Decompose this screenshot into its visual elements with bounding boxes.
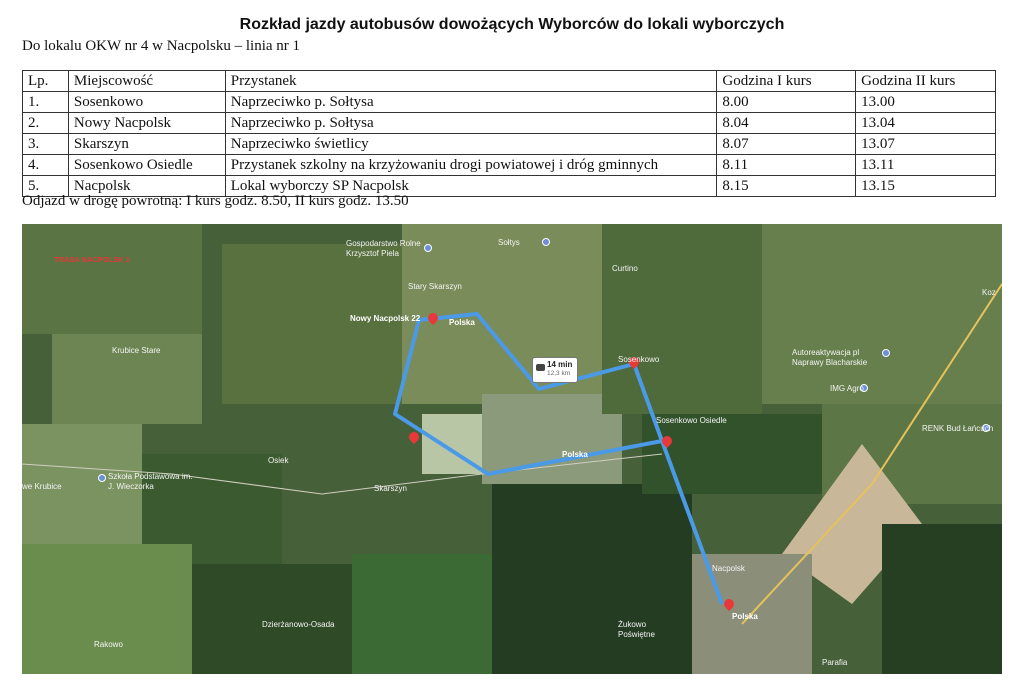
- cell-lp: 3.: [23, 134, 69, 155]
- label-polska-2: Polska: [562, 450, 588, 459]
- cell-przystanek: Naprzeciwko p. Sołtysa: [225, 113, 717, 134]
- cell-miejscowosc: Nowy Nacpolsk: [68, 113, 225, 134]
- cell-godzina-2: 13.00: [856, 92, 996, 113]
- return-note: Odjazd w drogę powrotną: I kurs godz. 8.50, II kurs godz. 13.50: [22, 193, 409, 209]
- cell-godzina-1: 8.04: [717, 113, 856, 134]
- label-gospodarstwo: Gospodarstwo Rolne Krzysztof Piela: [346, 239, 421, 258]
- label-rakowo: Rakowo: [94, 640, 123, 649]
- cell-lp: 4.: [23, 155, 69, 176]
- label-renk: RENK Bud Łańcuch: [922, 424, 994, 433]
- label-krubice-stare: Krubice Stare: [112, 346, 161, 355]
- route-map: [22, 224, 1002, 674]
- label-img-agro: IMG Agro: [830, 384, 864, 393]
- cell-przystanek: Naprzeciwko p. Sołtysa: [225, 92, 717, 113]
- header-miejscowosc: Miejscowość: [68, 71, 225, 92]
- label-curtino: Curtino: [612, 264, 638, 273]
- table-row: [23, 113, 996, 134]
- table-header-row: [23, 71, 996, 92]
- cell-miejscowosc: Skarszyn: [68, 134, 225, 155]
- route-time-badge: [532, 357, 578, 383]
- place-marker: [98, 474, 106, 482]
- header-lp: Lp.: [23, 71, 69, 92]
- label-krubice: we Krubice: [22, 482, 62, 491]
- label-skarszyn: Skarszyn: [374, 484, 407, 493]
- car-icon: [536, 364, 545, 371]
- label-sosenkowo-osiedle: Sosenkowo Osiedle: [656, 416, 727, 425]
- label-sosenkowo: Sosenkowo: [618, 355, 660, 364]
- header-godzina-1: Godzina I kurs: [717, 71, 856, 92]
- cell-miejscowosc: Nacpolsk: [68, 176, 225, 197]
- label-polska-1: Polska: [449, 318, 475, 327]
- cell-godzina-2: 13.04: [856, 113, 996, 134]
- cell-przystanek: Naprzeciwko świetlicy: [225, 134, 717, 155]
- label-zukowo: Żukowo Poświętne: [618, 620, 655, 639]
- label-stary-skarszyn: Stary Skarszyn: [408, 282, 462, 291]
- label-autoreaktywacja: Autoreaktywacja pl Naprawy Blacharskie: [792, 348, 868, 367]
- page-title: Rozkład jazdy autobusów dowożących Wyborców do lokali wyborczych: [239, 16, 785, 33]
- page-subtitle: Do lokalu OKW nr 4 w Nacpolsku – linia nr 1: [22, 38, 301, 54]
- label-nacpolsk: Nacpolsk: [712, 564, 745, 573]
- label-osiek: Osiek: [268, 456, 289, 465]
- map-background: [22, 224, 1002, 674]
- header-przystanek: Przystanek: [225, 71, 717, 92]
- label-nowy-nacpolsk: Nowy Nacpolsk 22: [350, 314, 421, 323]
- cell-godzina-2: 13.07: [856, 134, 996, 155]
- cell-godzina-2: 13.11: [856, 155, 996, 176]
- cell-godzina-1: 8.15: [717, 176, 856, 197]
- schedule-table: [22, 70, 996, 197]
- label-dzierzanowo: Dzierżanowo-Osada: [262, 620, 335, 629]
- cell-lp: 5.: [23, 176, 69, 197]
- cell-godzina-1: 8.11: [717, 155, 856, 176]
- label-soltys: Sołtys: [498, 238, 520, 247]
- label-koz: Koz: [982, 288, 996, 297]
- header-godzina-2: Godzina II kurs: [856, 71, 996, 92]
- label-parafia: Parafia: [822, 658, 848, 667]
- map-legend-text: TRASA NACPOLSK 1: [54, 255, 130, 264]
- cell-lp: 1.: [23, 92, 69, 113]
- cell-godzina-2: 13.15: [856, 176, 996, 197]
- cell-miejscowosc: Sosenkowo Osiedle: [68, 155, 225, 176]
- label-polska-3: Polska: [732, 612, 758, 621]
- route-time: 14 min: [547, 360, 573, 369]
- cell-godzina-1: 8.07: [717, 134, 856, 155]
- place-marker: [542, 238, 550, 246]
- route-distance: 12,3 km: [547, 370, 571, 377]
- cell-przystanek: Przystanek szkolny na krzyżowaniu drogi powiatowej i dróg gminnych: [225, 155, 717, 176]
- cell-lp: 2.: [23, 113, 69, 134]
- cell-miejscowosc: Sosenkowo: [68, 92, 225, 113]
- table-row: [23, 155, 996, 176]
- cell-godzina-1: 8.00: [717, 92, 856, 113]
- label-szkola: Szkoła Podstawowa im. J. Wieczorka: [108, 472, 193, 491]
- table-row: [23, 134, 996, 155]
- table-row: [23, 92, 996, 113]
- cell-przystanek: Lokal wyborczy SP Nacpolsk: [225, 176, 717, 197]
